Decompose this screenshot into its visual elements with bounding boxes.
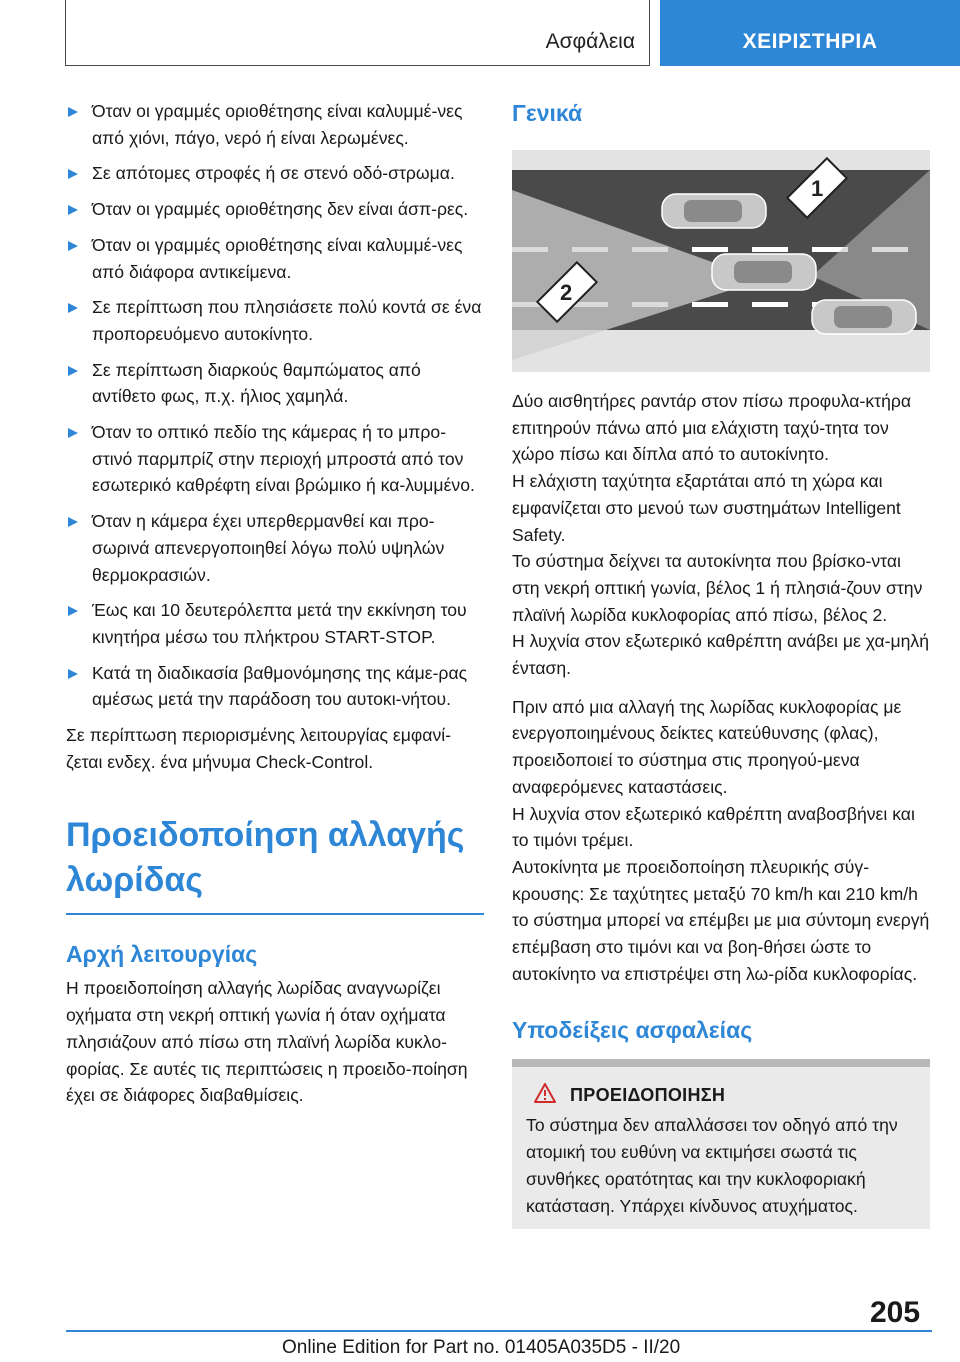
warning-box xyxy=(512,1067,930,1229)
list-item: Όταν το οπτικό πεδίο της κάμερας ή το μπρο-στινό παρμπρίζ στην περιοχή μπροστά από τον εσωτερικό καθρέφτη είναι βρώμικο ή κα-λυμμένο. xyxy=(66,419,484,499)
header-section-box xyxy=(65,0,650,66)
list-item: Όταν η κάμερα έχει υπερθερμανθεί και προ-σωρινά απενεργοποιηθεί λόγω πολύ υψηλών θερμοκρασιών. xyxy=(66,508,484,588)
bullet-triangle-icon xyxy=(68,169,78,179)
principle-text: Η προειδοποίηση αλλαγής λωρίδας αναγνωρίζει οχήματα στη νεκρή οπτική γωνία ή όταν οχήματα πλησιάζουν από πίσω στη πλαϊνή λωρίδα κυκλο-φορίας. Σε αυτές τις περιπτώσεις η προειδο-ποίηση έχει σε διάφορες διαβαθμίσεις. xyxy=(66,978,468,1106)
paragraph: Δύο αισθητήρες ραντάρ στον πίσω προφυλα-κτήρα επιτηρούν πάνω από μια ελάχιστη ταχύ-τητα τον χώρο πίσω και δίπλα από το αυτοκίνητο. xyxy=(512,391,912,465)
bullet-triangle-icon xyxy=(68,303,78,313)
arrow-2-label: 2 xyxy=(560,280,573,305)
warning-triangle-icon xyxy=(534,1083,556,1108)
bullet-triangle-icon xyxy=(68,241,78,251)
subsection-heading: Αρχή λειτουργίας xyxy=(66,941,258,968)
list-item: Όταν οι γραμμές οριοθέτησης είναι καλυμμέ-νες από χιόνι, πάγο, νερό ή είναι λερωμένες. xyxy=(66,98,484,151)
limitations-list xyxy=(66,98,484,713)
heading-rule xyxy=(66,913,484,915)
limited-function-note: Σε περίπτωση περιορισμένης λειτουργίας εμφανί-ζεται ενδεχ. ένα μήνυμα Check-Control. xyxy=(66,725,452,772)
list-item: Κατά τη διαδικασία βαθμονόμησης της κάμε-ρας αμέσως μετά την παράδοση του αυτοκι-νήτου. xyxy=(66,660,484,713)
list-item: Σε απότομες στροφές ή σε στενό οδό-στρωμα. xyxy=(66,160,484,187)
general-heading: Γενικά xyxy=(512,100,583,126)
bullet-triangle-icon xyxy=(68,669,78,679)
paragraph: Η ελάχιστη ταχύτητα εξαρτάται από τη χώρα και εμφανίζεται στο μενού των συστημάτων Intelligent Safety. xyxy=(512,471,901,545)
section-heading: Προειδοποίηση αλλαγής λωρίδας xyxy=(66,816,465,900)
list-item: Σε περίπτωση που πλησιάσετε πολύ κοντά σε ένα προπορευόμενο αυτοκίνητο. xyxy=(66,294,484,347)
bullet-triangle-icon xyxy=(68,107,78,117)
list-item: Όταν οι γραμμές οριοθέτησης δεν είναι άσπ-ρες. xyxy=(66,196,484,223)
paragraph: Το σύστημα δείχνει τα αυτοκίνητα που βρίσκο-νται στη νεκρή οπτική γωνία, βέλος 1 ή πλησιά-ζουν στην πλαϊνή λωρίδα κυκλοφορίας από πίσω, βέλος 2. xyxy=(512,551,923,625)
list-item: Έως και 10 δευτερόλεπτα μετά την εκκίνηση του κινητήρα μέσω του πλήκτρου START-STOP. xyxy=(66,597,484,650)
left-column xyxy=(66,98,484,1109)
bullet-triangle-icon xyxy=(68,428,78,438)
warning-text: Το σύστημα δεν απαλλάσσει τον οδηγό από την ατομική του ευθύνη να εκτιμήσει σωστά τις συνθήκες ορατότητας και την κυκλοφοριακή κατάσταση. Υπάρχει κίνδυνος ατυχήματος. xyxy=(526,1115,898,1216)
arrow-1-label: 1 xyxy=(811,176,824,201)
safety-heading: Υποδείξεις ασφαλείας xyxy=(512,1017,753,1044)
footer-rule xyxy=(66,1330,932,1332)
bullet-triangle-icon xyxy=(68,517,78,527)
paragraph: Η λυχνία στον εξωτερικό καθρέπτη ανάβει με χα-μηλή ένταση. xyxy=(512,631,930,679)
bullet-triangle-icon xyxy=(68,366,78,376)
right-column xyxy=(512,98,930,1229)
bullet-triangle-icon xyxy=(68,606,78,616)
paragraph: Αυτοκίνητα με προειδοποίηση πλευρικής σύγ-κρουσης: Σε ταχύτητες μεταξύ 70 km/h και 210 km/h το σύστημα μπορεί να επέμβει με μια σύντομη ενεργή επέμβαση στο τιμόνι και να βοη-θήσει ώστε το αυτοκίνητο να επιστρέψει στη λω-ρίδα κυκλοφορίας. xyxy=(512,856,930,984)
bullet-triangle-icon xyxy=(68,205,78,215)
list-item: Όταν οι γραμμές οριοθέτησης είναι καλυμμέ-νες από διάφορα αντικείμενα. xyxy=(66,232,484,285)
paragraph: Πριν από μια αλλαγή της λωρίδας κυκλοφορίας με ενεργοποιημένους δείκτες κατεύθυνσης (φλας), προειδοποιεί το σύστημα στις προηγού-μενα αναφερόμενες καταστάσεις. xyxy=(512,696,902,797)
warning-rule xyxy=(512,1059,930,1067)
header-chapter-title: ΧΕΙΡΙΣΤΗΡΙΑ xyxy=(742,30,878,53)
warning-title: ΠΡΟΕΙΔΟΠΟΙΗΣΗ xyxy=(570,1085,726,1106)
list-item: Σε περίπτωση διαρκούς θαμπώματος από αντίθετο φως, π.χ. ήλιος χαμηλά. xyxy=(66,357,484,410)
page-number: 205 xyxy=(870,1296,921,1329)
header-section-title: Ασφάλεια xyxy=(545,30,635,53)
header-chapter-tab xyxy=(660,0,960,66)
paragraph: Η λυχνία στον εξωτερικό καθρέπτη αναβοσβήνει και το τιμόνι τρέμει. xyxy=(512,803,915,851)
footer-edition: Online Edition for Part no. 01405A035D5 - II/20 xyxy=(282,1337,681,1358)
lane-change-illustration xyxy=(512,150,930,372)
